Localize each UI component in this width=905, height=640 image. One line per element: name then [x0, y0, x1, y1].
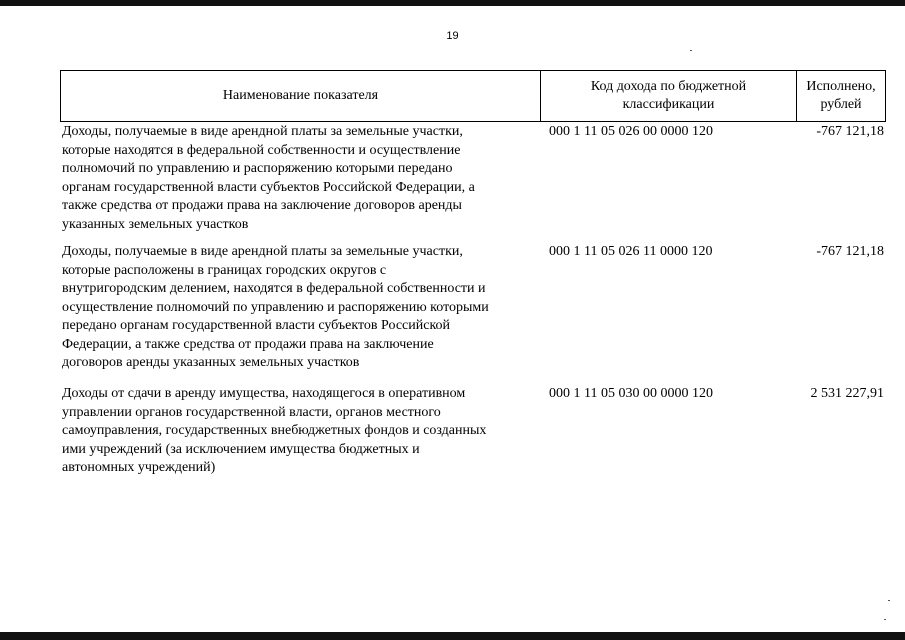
row-name-line: Доходы, получаемые в виде арендной платы за земельные участки,: [62, 244, 463, 259]
table-header: [60, 70, 886, 122]
row-name-line: осуществление полномочий по управлению и распоряжению которыми: [62, 299, 489, 315]
row-name-line: полномочий по управлению и распоряжению которыми передано: [62, 161, 453, 176]
row-executed-amount: 2 531 227,91: [810, 386, 884, 401]
row-name-line: внутригородским делением, находятся в федеральной собственности и: [62, 281, 486, 296]
page-number: 19: [446, 30, 459, 42]
row-name-line: которые находятся в федеральной собственности и осуществление: [62, 142, 461, 158]
row-name-line: указанных земельных участков: [62, 216, 249, 232]
row-name-line: самоуправления, государственных внебюджетных фондов и созданных: [62, 423, 487, 438]
row-name-line: договоров аренды указанных земельных участков: [62, 355, 360, 370]
row-indicator-name: [62, 123, 540, 234]
row-name-line: Доходы, получаемые в виде арендной платы за земельные участки,: [62, 124, 463, 139]
scan-speck: [884, 619, 886, 620]
row-executed-amount: -767 121,18: [816, 124, 884, 139]
scan-bottom-border: [0, 632, 905, 640]
header-executed-label: Исполнено, рублей: [806, 79, 876, 112]
header-cell-code: [541, 71, 797, 121]
row-indicator-name: [62, 385, 540, 478]
row-name-line: Федерации, а также средства от продажи права на заключение: [62, 336, 434, 352]
scan-speck: [888, 600, 890, 601]
row-indicator-name: [62, 243, 540, 373]
row-name-line: также средства от продажи права на заключение договоров аренды: [62, 198, 462, 213]
header-code-label-line2: классификации: [622, 97, 715, 112]
header-cell-name: [61, 71, 541, 121]
header-cell-executed: [797, 71, 885, 121]
row-income-code: 000 1 11 05 026 00 0000 120: [549, 124, 713, 139]
row-name-line: которые расположены в границах городских округов с: [62, 262, 387, 278]
scan-speck: [690, 50, 692, 51]
row-name-line: Доходы от сдачи в аренду имущества, находящегося в оперативном: [62, 386, 466, 401]
row-name-line: ими учреждений (за исключением имущества бюджетных и: [62, 441, 420, 457]
row-executed-amount: -767 121,18: [816, 244, 884, 259]
row-income-code: 000 1 11 05 026 11 0000 120: [549, 244, 713, 259]
row-name-line: передано органам государственной власти субъектов Российской: [62, 318, 451, 333]
header-name-label: Наименование показателя: [222, 88, 379, 103]
row-name-line: автономных учреждений): [62, 460, 216, 475]
scan-top-border: [0, 0, 905, 6]
row-income-code: 000 1 11 05 030 00 0000 120: [549, 386, 713, 401]
header-code-label-line1: Код дохода по бюджетной: [590, 79, 747, 94]
row-name-line: управлении органов государственной власти, органов местного: [62, 404, 441, 420]
row-name-line: органам государственной власти субъектов Российской Федерации, а: [62, 179, 475, 195]
